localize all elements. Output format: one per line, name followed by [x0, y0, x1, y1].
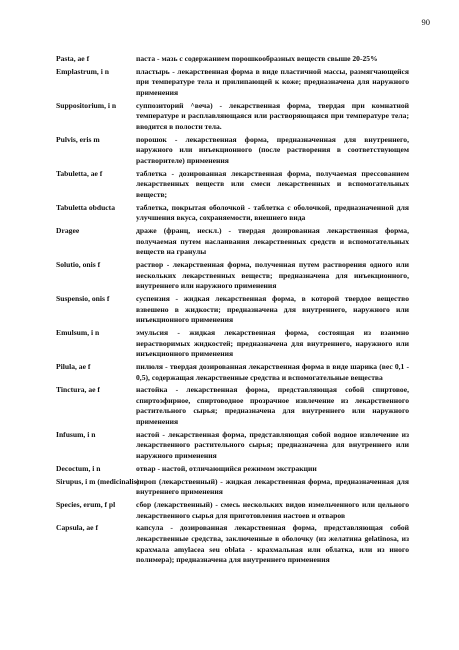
- glossary-entry: [56, 464, 409, 475]
- entry-term: Emplastrum, i n: [56, 66, 109, 76]
- entry-definition: пластырь - лекарственная форма в виде пластичной массы, размягчающейся при температуре тела и прилипающей к коже; предназначена для наружного применения: [136, 66, 409, 97]
- entry-term: Dragee: [56, 226, 80, 236]
- glossary-entry: [56, 294, 409, 326]
- entry-term: Pasta, ae f: [56, 54, 90, 63]
- entry-definition: таблетка - дозированная лекарственная форма, получаемая прессованием лекарственных веществ или смеси лекарственных и вспомогательных веществ;: [136, 168, 409, 199]
- entry-definition: сироп (лекарственный) - жидкая лекарственная форма, предназначенная для внутреннего применения: [136, 476, 409, 497]
- glossary-entry: [56, 226, 409, 258]
- entry-definition: капсула - дозированная лекарственная форма, представляющая собой лекарственные средства, заключенные в оболочку (из желатина gelatinosa, из крахмала amylacea seu oblata - крахмальная или облатка, или из иного полимера); предназначена для внутреннего применения: [136, 523, 409, 565]
- entry-term: Solutio, onis f: [56, 260, 101, 269]
- entry-term: Suppositorium, i n: [56, 100, 117, 110]
- glossary-entry: [56, 101, 409, 133]
- entry-definition: суппозиторий ^веча) - лекарственная форма, твердая при комнатной температуре и расплавляющаяся или растворяющаяся при температуре тела; вводится в полости тела.: [136, 100, 409, 131]
- entry-term: Infusum, i n: [56, 429, 96, 439]
- glossary-entry: [56, 362, 409, 383]
- entry-term: Emulsum, i n: [56, 327, 100, 337]
- entry-definition: драже (франц, нескл.) - твердая дозированная лекарственная форма, получаемая путем наслаивания лекарственных средств и вспомогательных веществ на гранулы: [136, 226, 409, 257]
- entry-term: Pilula, ae f: [56, 361, 91, 371]
- glossary-entry: [56, 169, 409, 201]
- glossary-entry: [56, 477, 409, 498]
- glossary-entry: [56, 328, 409, 360]
- entry-definition: суспензия - жидкая лекарственная форма, в которой твердое вещество взвешено в жидкости; предназначена для внутреннего, наружного или инъекционного применения: [136, 293, 409, 325]
- glossary-entry: [56, 500, 409, 521]
- entry-term: Species, erum, f pl: [56, 499, 116, 509]
- entry-term: Sirupus, i m (medicinalis): [56, 476, 140, 486]
- glossary-list: [56, 54, 409, 568]
- glossary-entry: [56, 385, 409, 427]
- entry-definition: настойка - лекарственная форма, представляющая собой спиртовое, спиртоэфирное, спиртоводное прозрачное извлечение из лекарственного растительного сырья; предназначена для внутреннего или наружного применения: [136, 385, 409, 427]
- entry-definition: паста - мазь с содержанием порошкообразных веществ свыше 20-25%: [136, 54, 378, 63]
- page-number: 90: [421, 17, 430, 27]
- entry-definition: сбор (лекарственный) - смесь нескольких видов измельченного или цельного лекарственного сырья для приготовления настоев и отваров: [136, 499, 409, 520]
- glossary-entry: [56, 523, 409, 565]
- entry-term: Decoctum, i n: [56, 463, 101, 473]
- entry-term: Tabuletta obducta: [56, 202, 116, 212]
- entry-term: Suspensio, onis f: [56, 293, 110, 303]
- entry-term: Capsula, ae f: [56, 523, 98, 533]
- entry-term: Pulvis, eris m: [56, 134, 100, 144]
- glossary-entry: [56, 203, 409, 224]
- entry-definition: раствор - лекарственная форма, полученная путем растворения одного или нескольких лекарственных веществ; предназначена для инъекционного, внутреннего или наружного применения: [136, 260, 409, 291]
- glossary-entry: [56, 135, 409, 167]
- entry-definition: эмульсия - жидкая лекарственная форма, состоящая из взаимно нерастворимых жидкостей; предназначена для внутреннего, наружного или инъекционного применения: [136, 327, 409, 359]
- entry-term: Tabuletta, ae f: [56, 168, 103, 178]
- entry-definition: пилюля - твердая дозированная лекарственная форма в виде шарика (вес 0,1 - 0,5), содержащая лекарственные средства и вспомогательные вещества: [136, 361, 409, 382]
- entry-term: Tinctura, ae f: [56, 385, 100, 395]
- entry-definition: настой - лекарственная форма, представляющая собой водное извлечение из лекарственного растительного сырья; предназначена для внутреннего или наружного применения: [136, 429, 409, 461]
- glossary-entry: [56, 54, 409, 65]
- glossary-entry: [56, 67, 409, 99]
- entry-definition: порошок - лекарственная форма, предназначенная для внутреннего, наружного или инъекционного (после растворения в соответствующем растворителе) применения: [136, 134, 409, 165]
- entry-definition: таблетка, покрытая оболочкой - таблетка с оболочкой, предназначенной для улучшения вкуса, сохраняемости, внешнего вида: [136, 202, 409, 223]
- entry-definition: отвар - настой, отличающийся режимом экстракции: [136, 463, 317, 473]
- glossary-entry: [56, 430, 409, 462]
- glossary-entry: [56, 260, 409, 292]
